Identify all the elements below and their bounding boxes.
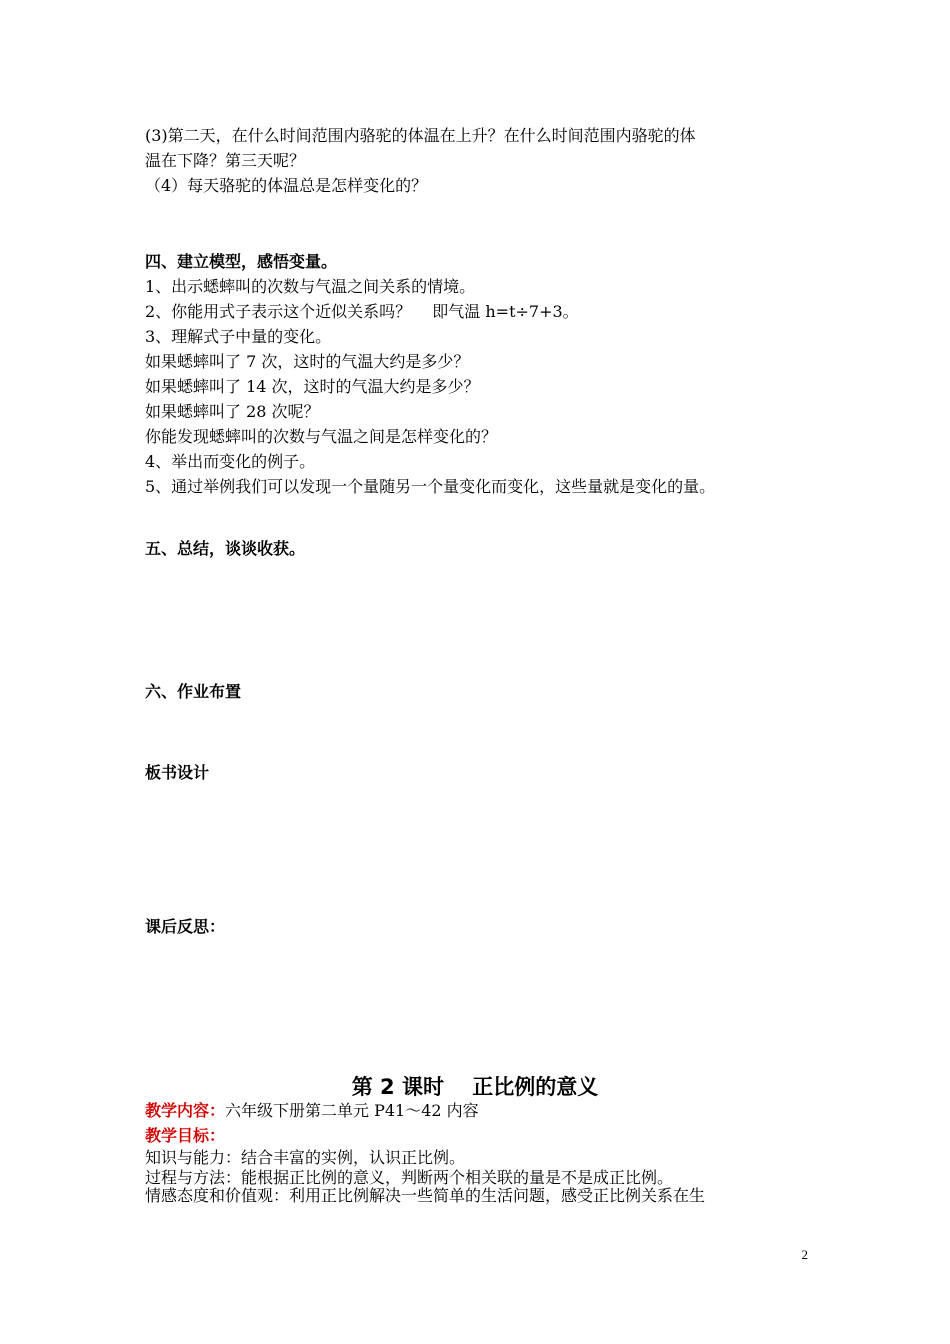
section-4-item-7: 你能发现蟋蟀叫的次数与气温之间是怎样变化的？ [145,427,498,446]
section-4-heading: 四、建立模型，感悟变量。 [145,252,338,271]
section-4-item-9: 5、通过举例我们可以发现一个量随另一个量变化而变化，这些量就是变化的量。 [145,477,716,496]
question-3-line-1: (3)第二天，在什么时间范围内骆驼的体温在上升？在什么时间范围内骆驼的体 [145,126,696,145]
section-4-item-6: 如果蟋蟀叫了 28 次呢？ [145,402,320,421]
teaching-content-line [145,1101,479,1121]
page-number: 2 [801,1247,808,1262]
section-4-item-2: 2、你能用式子表示这个近似关系吗？ 即气温 h=t÷7+3。 [145,302,579,321]
section-4-item-4: 如果蟋蟀叫了 7 次，这时的气温大约是多少？ [145,352,470,371]
teaching-goals-label-line [145,1126,225,1146]
teaching-content-label: 教学内容： [145,1101,226,1120]
section-4-item-5: 如果蟋蟀叫了 14 次，这时的气温大约是多少？ [145,377,480,396]
section-4-item-3: 3、理解式子中量的变化。 [145,327,332,346]
section-4-item-8: 4、举出而变化的例子。 [145,452,316,471]
goal-knowledge: 知识与能力：结合丰富的实例，认识正比例。 [145,1148,466,1167]
question-3-line-2: 温在下降？第三天呢？ [145,151,306,170]
lesson-2-title: 第 2 课时 正比例的意义 [351,1075,599,1099]
section-6-heading: 六、作业布置 [145,682,242,701]
teaching-goals-label: 教学目标： [145,1126,226,1145]
teaching-content-value: 六年级下册第二单元 P41～42 内容 [225,1101,479,1120]
section-5-heading: 五、总结，谈谈收获。 [145,539,306,558]
question-4: （4）每天骆驼的体温总是怎样变化的？ [145,176,428,195]
goal-process: 过程与方法：能根据正比例的意义，判断两个相关联的量是不是成正比例。 [145,1168,674,1187]
section-4-item-1: 1、出示蟋蟀叫的次数与气温之间关系的情境。 [145,277,476,296]
reflection-heading: 课后反思： [145,917,226,936]
goal-attitude: 情感态度和价值观：利用正比例解决一些简单的生活问题，感受正比例关系在生 [145,1186,706,1205]
board-design-heading: 板书设计 [145,763,210,782]
